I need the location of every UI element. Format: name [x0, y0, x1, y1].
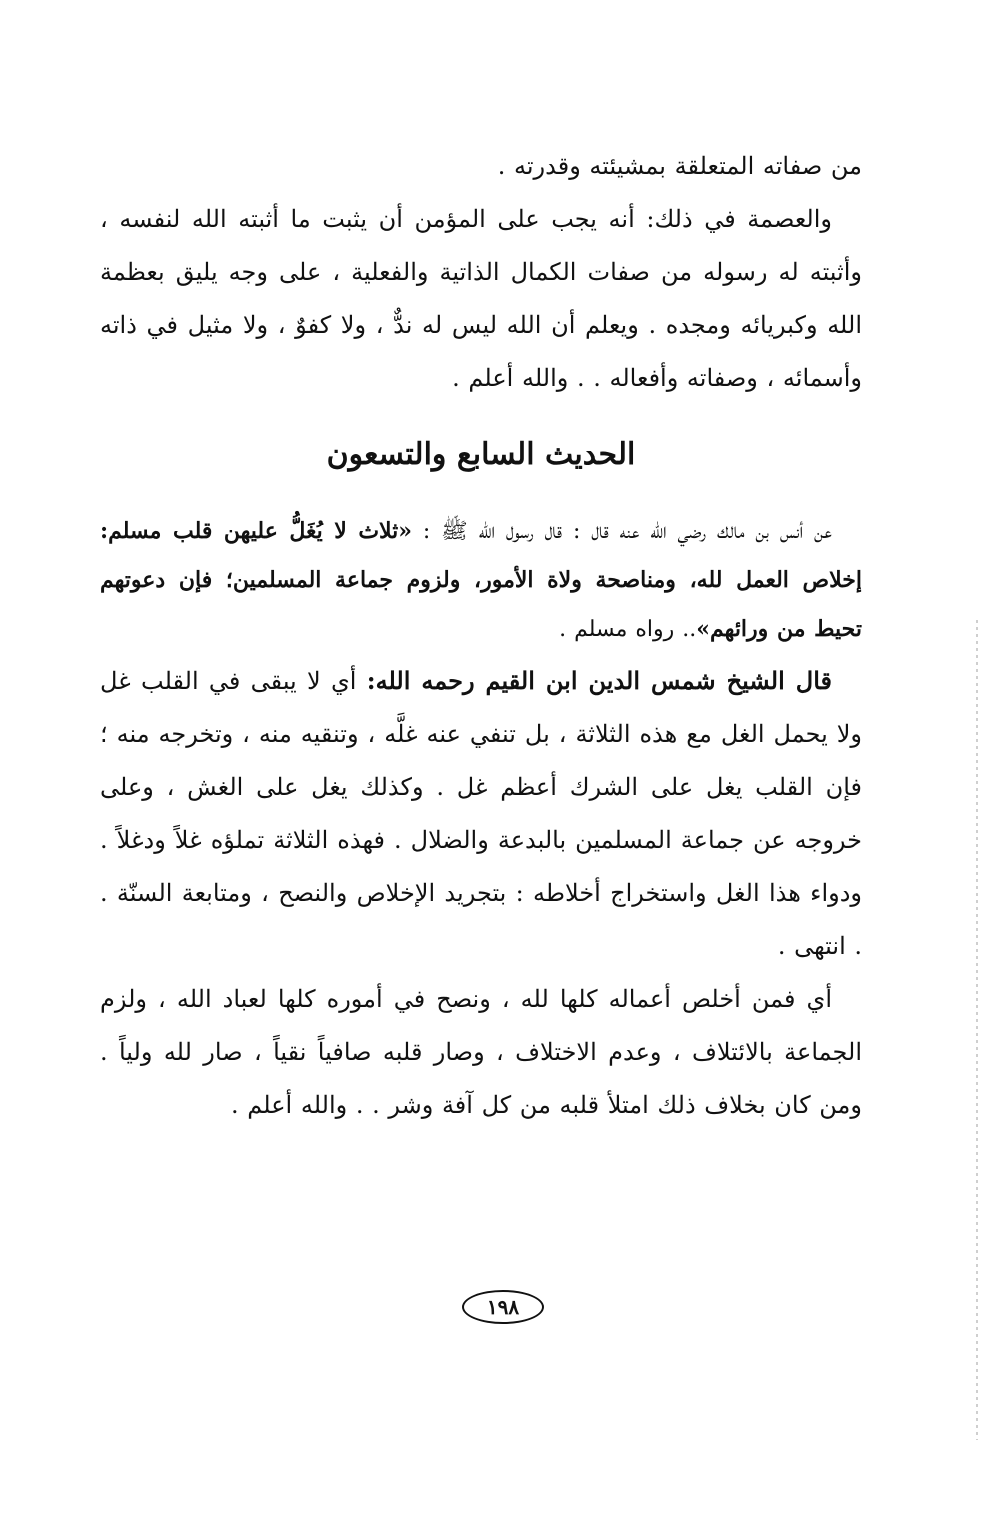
continuation-paragraph: من صفاته المتعلقة بمشيئته وقدرته . [497, 152, 862, 180]
hadith-text: «ثلاث لا يُغَلُّ عليهن قلب مسلم: إخلاص العمل لله، ومناصحة ولاة الأمور، ولزوم جماعة المسلمين؛ فإن دعوتهم تحيط من ورائهم» [100, 518, 862, 642]
page-number: ١٩٨ [462, 1290, 544, 1324]
closing-paragraph: أي فمن أخلص أعماله كلها لله ، ونصح في أموره كلها لعباد الله ، ولزم الجماعة بالائتلاف ، وعدم الاختلاف ، وصار قلبه صافياً نقياً ، صار لله ولياً . ومن كان بخلاف ذلك امتلأ قلبه من كل آفة وشر . . والله أعلم . [100, 985, 862, 1119]
hadith-source: .. رواه مسلم . [559, 617, 697, 642]
hadith-paragraph [100, 507, 862, 654]
page-footer [0, 1290, 1006, 1324]
commentary-body: أي لا يبقى في القلب غل ولا يحمل الغل مع هذه الثلاثة ، بل تنفي عنه غلَّه ، وتنقيه منه ، وتخرجه منه ؛ فإن القلب يغل على الشرك أعظم غل . وكذلك يغل على الغش ، وعلى خروجه عن جماعة المسلمين بالبدعة والضلال . فهذه الثلاثة تملؤه غلاً ودغلاً . ودواء هذا الغل واستخراج أخلاطه : بتجريد الإخلاص والنصح ، ومتابعة السنّة . . انتهى . [100, 667, 863, 960]
attributes-paragraph: والعصمة في ذلك: أنه يجب على المؤمن أن يثبت ما أثبته الله لنفسه ، وأثبته له رسوله من صفات الكمال الذاتية والفعلية ، على وجه يليق بعظمة الله وكبريائه ومجده . ويعلم أن الله ليس له ندٌّ ، ولا كفوٌ ، ولا مثيل في ذاته وأسمائه ، وصفاته وأفعاله . . والله أعلم . [100, 205, 862, 392]
page-body [100, 140, 862, 1132]
hadith-heading: الحديث السابع والتسعون [326, 437, 636, 472]
hadith-intro: عن أنس بن مالك رضي الله عنه قال : قال رسول الله ﷺ : [412, 519, 832, 544]
commentary-paragraph [100, 654, 862, 973]
scan-edge-dots [976, 620, 978, 1440]
commentary-lead: قال الشيخ شمس الدين ابن القيم رحمه الله: [366, 666, 832, 695]
